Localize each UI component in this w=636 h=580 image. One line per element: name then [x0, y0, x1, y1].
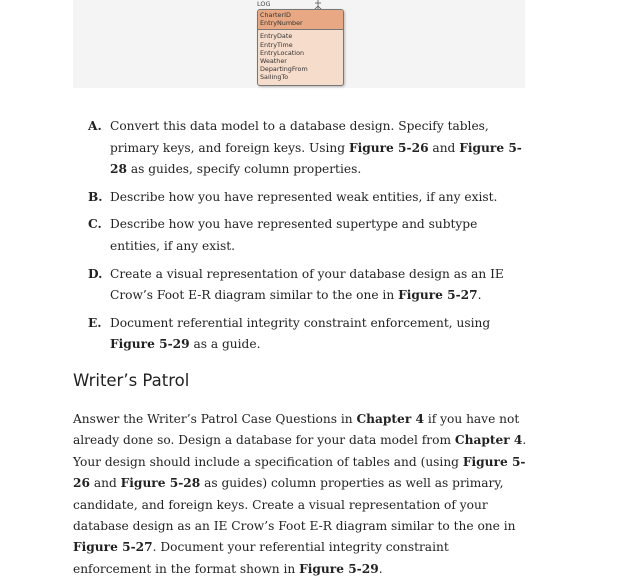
question-letter: E. — [88, 315, 102, 330]
text-run: and — [428, 140, 460, 155]
question-letter: C. — [88, 217, 102, 232]
question-item — [88, 116, 528, 181]
figure-reference: Figure 5-29 — [110, 337, 190, 352]
text-run: Document referential integrity constraint enforcement, using — [110, 315, 491, 330]
question-list — [88, 116, 528, 362]
question-letter: A. — [88, 119, 102, 133]
entity-attribute: SailingTo — [260, 73, 289, 82]
text-run: as guides, specify column properties. — [126, 162, 362, 177]
entity-attribute: EntryTime — [260, 40, 293, 49]
entity-name-label: LOG — [257, 0, 271, 8]
question-letter: D. — [88, 266, 103, 281]
text-run: . Your design should include a specification of tables and (using — [73, 433, 527, 469]
figure-reference: Figure 5-27 — [398, 288, 478, 303]
figure-reference: Figure 5-29 — [299, 561, 379, 576]
text-run: Answer the Writer’s Patrol Case Questions in — [73, 412, 357, 426]
entity-attribute: EntryDate — [260, 32, 293, 41]
text-run: Describe how you have represented weak entities, if any exist. — [110, 189, 498, 204]
figure-reference: Figure 5-26 — [73, 454, 526, 491]
figure-reference: Figure 5-28 — [110, 140, 522, 177]
text-run: as guides) column properties as well as primary, candidate, and foreign keys. Create a visual representation of your database design as an IE Crow’s Foot E-R diagram similar to the one in — [73, 476, 516, 534]
entity-attribute-section — [258, 30, 343, 83]
text-run: . — [378, 561, 383, 576]
text-run: Create a visual representation of your database design as an IE Crow’s Foot E-R diagram similar to the one in — [110, 266, 504, 303]
text-run: . Document your referential integrity constraint enforcement in the format shown in — [73, 540, 449, 576]
figure-reference: Chapter 4 — [356, 412, 424, 426]
figure-reference: Figure 5-26 — [348, 140, 429, 155]
entity-key-section — [258, 10, 343, 30]
text-run: Convert this data model to a database design. Specify tables, primary keys, and foreign keys. Using — [110, 119, 489, 155]
text-run: as a guide. — [189, 337, 261, 352]
question-letter: B. — [88, 189, 103, 204]
question-item — [88, 214, 528, 257]
log-entity-box — [257, 9, 344, 86]
text-run: Describe how you have represented supertype and subtype entities, if any exist. — [110, 217, 478, 253]
figure-reference: Figure 5-27 — [73, 540, 153, 555]
entity-attribute: DepartingFrom — [260, 65, 308, 74]
question-item — [88, 313, 528, 356]
text-run: . — [477, 288, 482, 303]
question-item — [88, 187, 528, 209]
entity-attribute: Weather — [260, 57, 287, 66]
entity-key-attribute: EntryNumber — [260, 19, 303, 28]
section-paragraph — [73, 409, 528, 580]
text-run: and — [89, 476, 121, 491]
entity-key-attribute: CharterID — [260, 11, 291, 19]
question-item — [88, 264, 528, 307]
entity-attribute: EntryLocation — [260, 48, 305, 57]
figure-reference: Figure 5-28 — [120, 476, 201, 491]
text-run: if you have not already done so. Design a database for your data model from — [73, 412, 520, 448]
section-heading: Writer’s Patrol — [73, 371, 190, 390]
figure-reference: Chapter 4 — [454, 433, 523, 448]
